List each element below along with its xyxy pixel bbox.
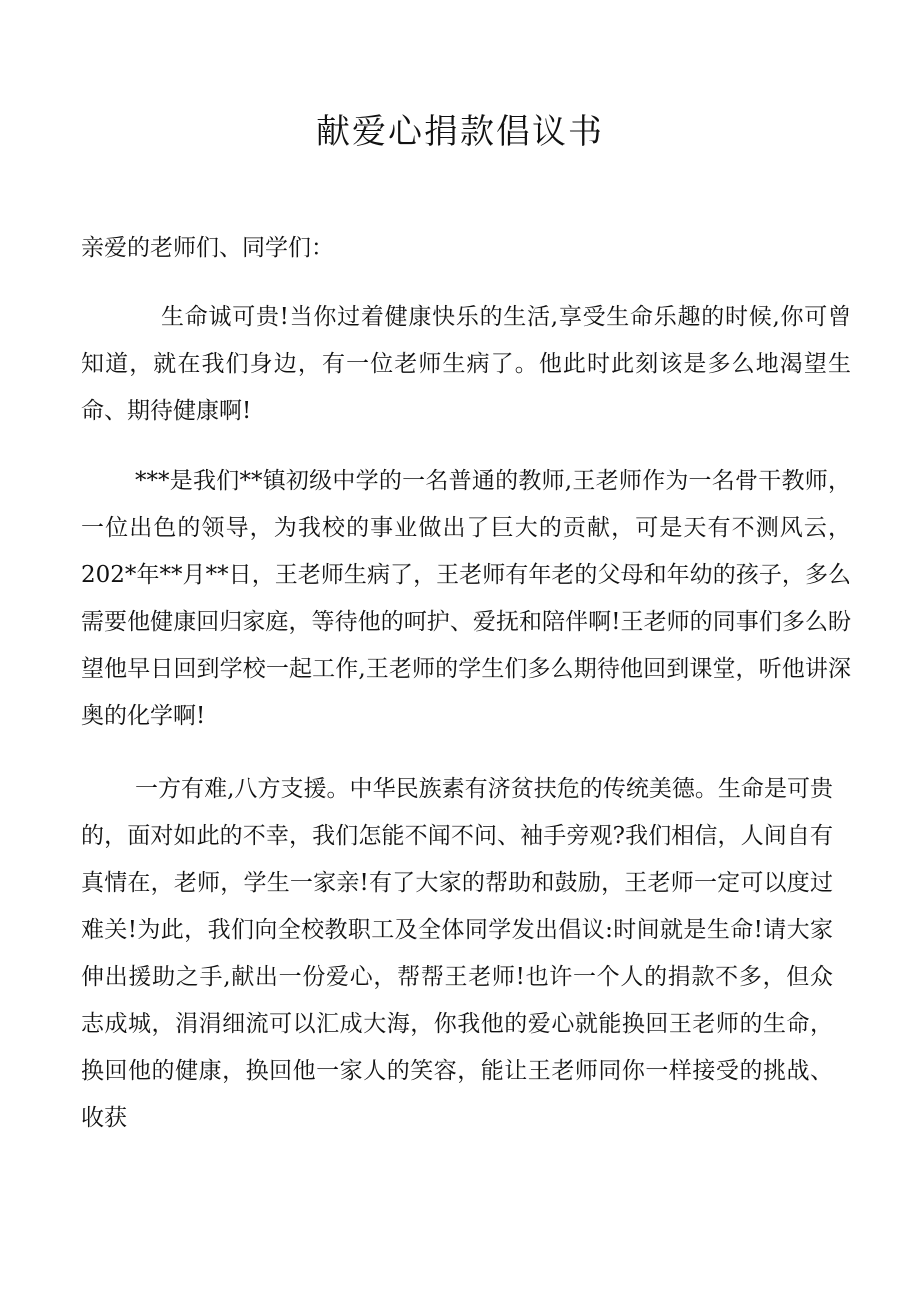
document-title: 献爱心捐款倡议书	[316, 112, 604, 152]
greeting-line: 亲爱的老师们、同学们：	[81, 235, 334, 261]
paragraph-2: ***是我们**镇初级中学的一名普通的教师,王老师作为一名骨干教师，一位出色的领导，为我校的事业做出了巨大的贡献，可是天有不测风云，202*年**月**日，王老师生病了，王老师有年老的父母和年幼的孩子，多么需要他健康回归家庭，等待他的呵护、爱抚和陪伴啊!王老师的同事们多么盼望他早日回到学校一起工作,王老师的学生们多么期待他回到课堂，听他讲深奥的化学啊!	[81, 468, 851, 729]
paragraph-1: 生命诚可贵!当你过着健康快乐的生活,享受生命乐趣的时候,你可曾知道，就在我们身边，有一位老师生病了。他此时此刻该是多么地渴望生命、期待健康啊!	[81, 304, 851, 424]
paragraph-3: 一方有难,八方支援。中华民族素有济贫扶危的传统美德。生命是可贵的，面对如此的不幸，我们怎能不闻不问、袖手旁观?我们相信，人间自有真情在，老师，学生一家亲!有了大家的帮助和鼓励，王老师一定可以度过难关!为此，我们向全校教职工及全体同学发出倡议:时间就是生命!请大家伸出援助之手,献出一份爱心，帮帮王老师!也许一个人的捐款不多，但众志成城，涓涓细流可以汇成大海，你我他的爱心就能换回王老师的生命，换回他的健康，换回他一家人的笑容，能让王老师同你一样接受的挑战、收获	[81, 776, 833, 1131]
